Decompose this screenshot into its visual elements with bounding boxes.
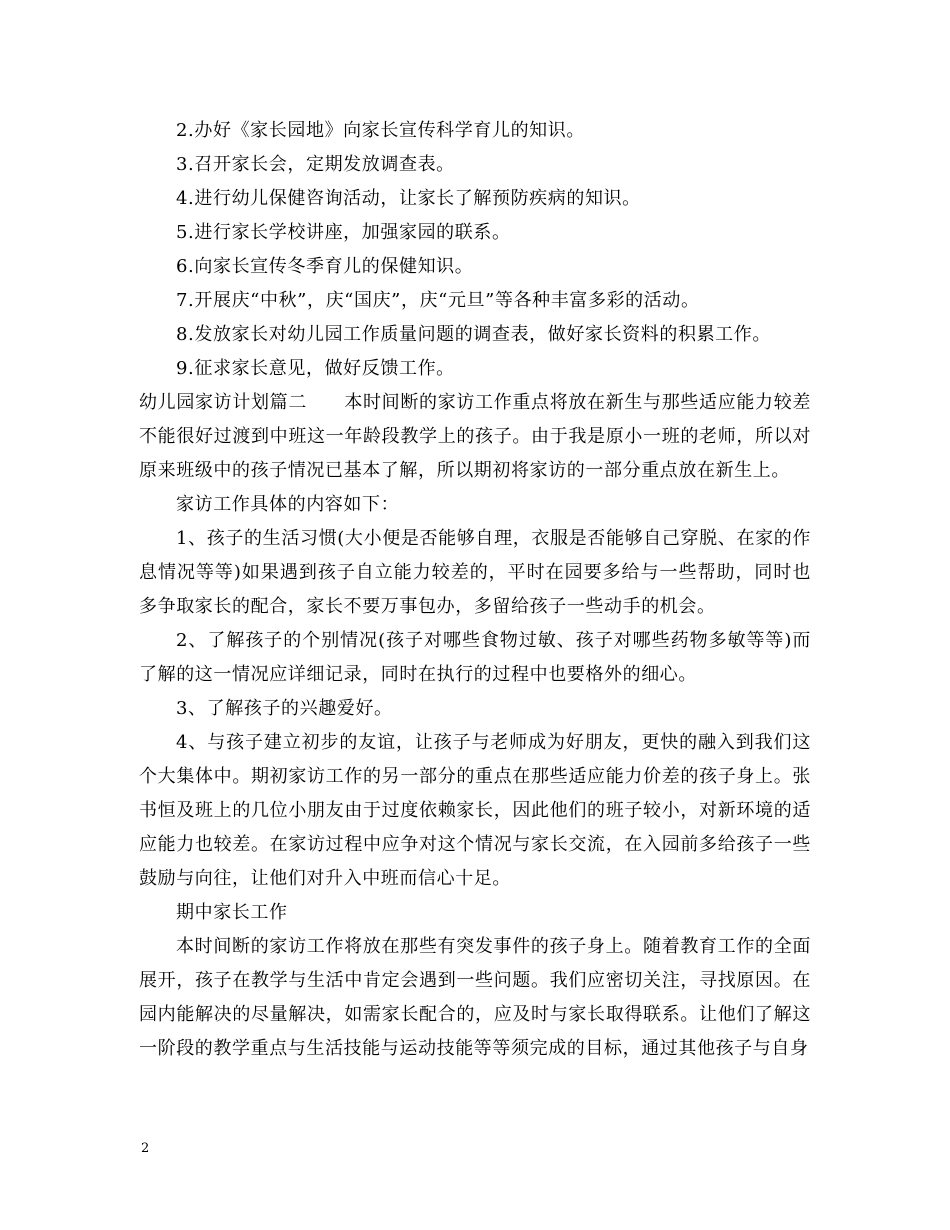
paragraph-item-3: 3.召开家长会，定期发放调查表。	[176, 154, 455, 175]
visit-item-2: 2、了解孩子的个别情况(孩子对哪些食物过敏、孩子对哪些药物多敏等等)而了解的这一情况应详细记录，同时在执行的过程中也要格外的细心。	[139, 630, 811, 685]
paragraph-item-6: 6.向家长宣传冬季育儿的保健知识。	[176, 256, 474, 277]
paragraph-item-8: 8.发放家长对幼儿园工作质量问题的调查表，做好家长资料的积累工作。	[176, 324, 771, 345]
paragraph-item-2: 2.办好《家长园地》向家长宣传科学育儿的知识。	[176, 120, 585, 141]
section-intro-paragraph: 幼儿园家访计划篇二 本时间断的家访工作重点将放在新生与那些适应能力较差不能很好过渡到中班这一年龄段教学上的孩子。由于我是原小一班的老师，所以对原来班级中的孩子情况已基本了解，所以期初将家访的一部分重点放在新生上。	[139, 392, 811, 481]
page-number: 2	[141, 1141, 150, 1156]
visit-item-4: 4、与孩子建立初步的友谊，让孩子与老师成为好朋友，更快的融入到我们这个大集体中。期初家访工作的另一部分的重点在那些适应能力价差的孩子身上。张书恒及班上的几位小朋友由于过度依赖家长，因此他们的班子较小，对新环境的适应能力也较差。在家访过程中应争对这个情况与家长交流，在入园前多给孩子一些鼓励与向往，让他们对升入中班而信心十足。	[139, 732, 811, 889]
visit-item-1: 1、孩子的生活习惯(大小便是否能够自理，衣服是否能够自己穿脱、在家的作息情况等等)如果遇到孩子自立能力较差的，平时在园要多给与一些帮助，同时也多争取家长的配合，家长不要万事包办，多留给孩子一些动手的机会。	[139, 528, 811, 617]
mid-term-paragraph: 本时间断的家访工作将放在那些有突发事件的孩子身上。随着教育工作的全面展开，孩子在教学与生活中肯定会遇到一些问题。我们应密切关注，寻找原因。在园内能解决的尽量解决，如需家长配合的，应及时与家长取得联系。让他们了解这一阶段的教学重点与生活技能与运动技能等等须完成的目标，通过其他孩子与自身	[139, 936, 811, 1059]
document-body	[139, 114, 811, 1066]
paragraph-item-5: 5.进行家长学校讲座，加强家园的联系。	[176, 222, 511, 243]
mid-term-heading: 期中家长工作	[176, 902, 288, 923]
visit-content-heading: 家访工作具体的内容如下：	[176, 494, 400, 515]
paragraph-item-9: 9.征求家长意见，做好反馈工作。	[176, 358, 455, 379]
visit-item-3: 3、了解孩子的兴趣爱好。	[176, 698, 393, 719]
paragraph-item-7: 7.开展庆“中秋”，庆“国庆”，庆“元旦”等各种丰富多彩的活动。	[176, 290, 700, 311]
paragraph-item-4: 4.进行幼儿保健咨询活动，让家长了解预防疾病的知识。	[176, 188, 641, 209]
